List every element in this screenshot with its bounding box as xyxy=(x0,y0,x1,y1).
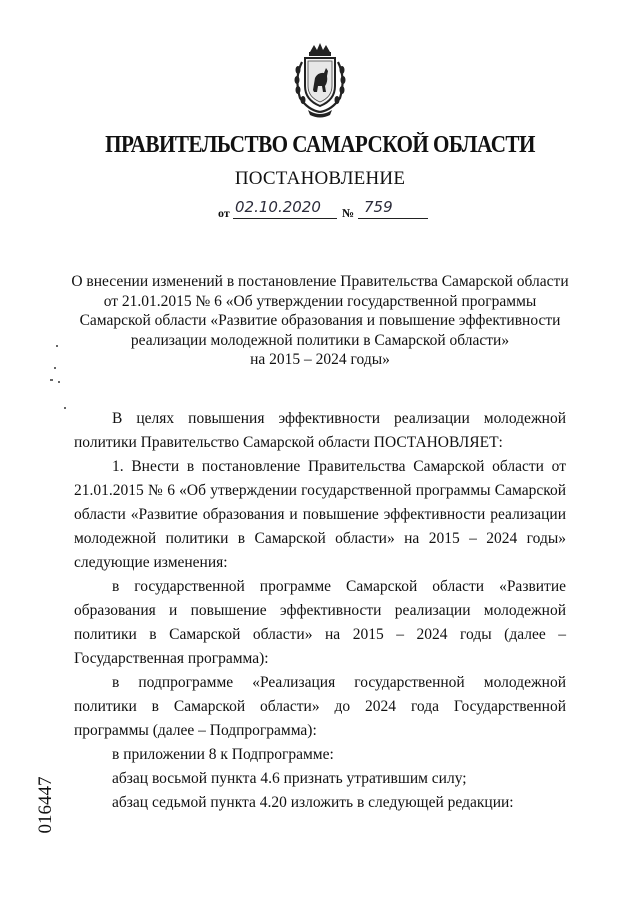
paragraph: абзац восьмой пункта 4.6 признать утратившим силу; xyxy=(112,770,467,787)
coat-of-arms-icon xyxy=(288,42,352,118)
heading-line: от 21.01.2015 № 6 «Об утверждении государственной программы xyxy=(103,292,537,310)
document-body xyxy=(74,407,566,815)
date-prefix: от xyxy=(218,206,230,220)
heading-line: О внесении изменений в постановление Правительства Самарской области xyxy=(71,273,569,290)
date-underline xyxy=(233,218,337,219)
date-value: 02.10.2020 xyxy=(235,198,321,216)
heading-line: Самарской области «Развитие образования и повышение эффективности xyxy=(79,312,561,329)
side-registration-number xyxy=(26,760,66,850)
registration-number: 016447 xyxy=(35,776,56,834)
number-prefix: № xyxy=(342,206,355,220)
paragraph: абзац седьмой пункта 4.20 изложить в следующей редакции: xyxy=(112,794,514,811)
paragraph: В целях повышения эффективности реализации молодежной политики Правительство Самарской области ПОСТАНОВЛЯЕТ: xyxy=(74,410,566,451)
document-type: ПОСТАНОВЛЕНИЕ xyxy=(234,168,406,189)
number-value: 759 xyxy=(364,198,393,216)
government-title: ПРАВИТЕЛЬСТВО САМАРСКОЙ ОБЛАСТИ xyxy=(105,132,535,158)
document-heading xyxy=(60,272,580,370)
heading-line: на 2015 – 2024 годы» xyxy=(250,351,390,368)
paragraph: 1. Внести в постановление Правительства Самарской области от 21.01.2015 № 6 «Об утверждении государственной программы Самарской области «Развитие образования и повышение эффективности реализации молодежной политики в Самарской области» на 2015 – 2024 годы» следующие изменения: xyxy=(74,458,566,571)
date-number-line xyxy=(218,198,448,220)
number-underline xyxy=(358,218,428,219)
paragraph: в подпрограмме «Реализация государственной молодежной политики в Самарской области» до 2024 года Государственной программы (далее – Подпрограмма): xyxy=(74,674,566,739)
paragraph: в приложении 8 к Подпрограмме: xyxy=(112,746,334,763)
paragraph: в государственной программе Самарской области «Развитие образования и повышение эффективности реализации молодежной политики в Самарской области» на 2015 – 2024 годы (далее – Государственная программа): xyxy=(74,578,566,667)
heading-line: реализации молодежной политики в Самарской области» xyxy=(130,331,510,349)
scan-marks xyxy=(40,345,80,415)
